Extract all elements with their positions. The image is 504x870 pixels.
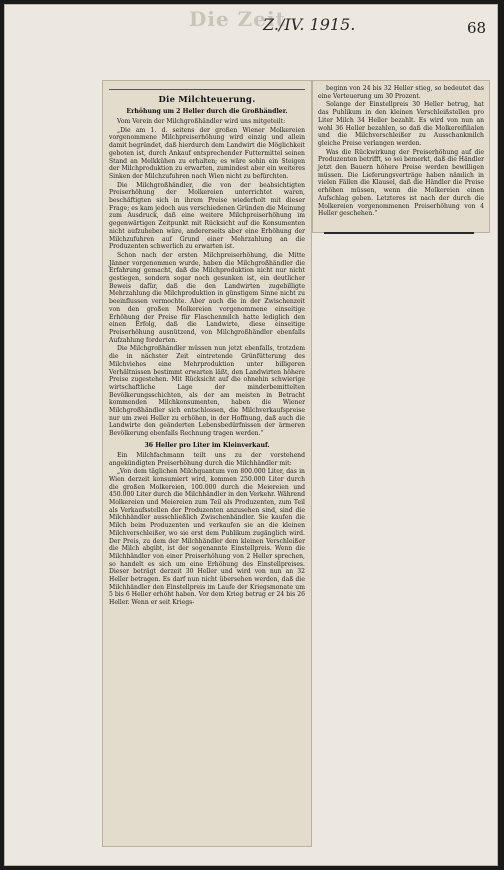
paragraph: Vom Verein der Milchgroßhändler wird uns mitgeteilt: [117, 118, 286, 125]
article-lead-subhead: Erhöhung um 2 Heller durch die Großhändler. [126, 108, 288, 115]
paragraph: Schon nach der ersten Milchpreiserhöhung, die Mitte Jänner vorgenommen wurde, haben die Milchgroßhändler die Erfahrung gemacht, daß die Milchproduktion nicht nur nicht gestiegen, sondern sogar noch gesunken ist, ein deutlicher Beweis dafür, daß die den Landwirten zugebilligte Mehrzahlung die Milchproduktion in günstigem Sinne nicht zu beeinflussen vermochte. Aber auch die in der Zwischenzeit von den großen Molkereien vorgenommene einseitige Erhöhung der Preise für Flaschenmilch hatte lediglich den einen Erfolg, daß die Landwirte, diese einseitige Preiserhöhung ausnützend, von Milchgroßhändler ebenfalls Aufzahlung forderten. [109, 251, 305, 344]
paragraph: „Von dem täglichen Milchquantum von 800.000 Liter, das in Wien derzeit konsumiert wird, kommen 250.000 Liter durch die großen Molkereien, 100.000 durch die Meiereien und 450.000 Liter durch die Milchhändler in den Verkehr. Während Molkereien und Meiereien zum Teil als Produzenten, zum Teil als Verkaufsstellen der Produzenten anzusehen sind, sind die Milchhändler ausschließlich Zwischenhändler. Sie kaufen die Milch beim Produzenten und verkaufen sie an die kleinen Milchverschleißer, wo sie erst dem Publikum zugänglich wird. Der Preis, zu dem der Milchhändler dem kleinen Verschleißer die Milch abgibt, ist der sogenannte Einstellpreis. Wenn die Milchhändler von einer Preiserhöhung von 2 Heller sprechen, so handelt es sich um eine Erhöhung des Einstellpreises. Dieser beträgt derzeit 30 Heller und wird von nun an 32 Heller betragen. Es darf nun nicht übersehen werden, daß die Milchhändler den Einstellpreis im Laufe der Kriegsmonate um 5 bis 6 Heller erhöht haben. Vor dem Krieg betrug er 24 bis 26 Heller. Wenn er seit Kriegs- [109, 468, 305, 607]
page-number: 68 [467, 19, 487, 37]
paragraph: Ein Milchfachmann teilt uns zu der vorstehend angekündigten Preiserhöhung durch die Milchhändler mit: [109, 451, 305, 467]
paragraph: Solange der Einstellpreis 30 Heller betrug, hat das Publikum in den kleinen Verschleißstellen pro Liter Milch 34 Heller bezahlt. Es wird von nun an wohl 36 Heller bezahlen, so daß die Molkereifilialen und die Milchverschleißer zu Ausschankmilch gleiche Preise verlangen werden. [318, 101, 484, 147]
paragraph: beginn von 24 bis 32 Heller stieg, so bedeutet das eine Verteuerung um 30 Prozent. [318, 85, 484, 100]
paragraph: Die Milchgroßhändler müssen nun jetzt ebenfalls, trotzdem die in nächster Zeit eintretende Grünfütterung des Milchviehes eine Mehrproduktion unter billigeren Verhältnissen bestimmt erwarten läßt, den Landwirten höhere Preise zugestehen. Mit Rücksicht auf die ohnehin schwierige wirtschaftliche Lage der minderbemittelten Bevölkerungsschichten, als der am meisten in Betracht kommenden Milchkonsumenten, haben die Wiener Milchgroßhändler sich entschlossen, die Milchverkaufspreise nur um zwei Heller zu erhöhen, in der Hoffnung, daß auch die Landwirte den geänderten Lebensbedürfnissen der ärmeren Bevölkerung ebenfalls Rechnung tragen werden.“ [109, 345, 305, 438]
end-rule [324, 228, 474, 234]
newspaper-clipping-main [102, 80, 312, 847]
handwritten-date: Z./IV. 1915. [263, 15, 356, 34]
paragraph: Die Milchgroßhändler, die von der beabsichtigten Preiserhöhung der Molkereien unterrichtet waren, beschäftigten sich in ihrem Preise wiederholt mit dieser Frage; es kam jedoch aus verschiedenen Gründen die Meinung zum Ausdruck, daß eine weitere Milchpreiserhöhung im gegenwärtigen Zeitpunkt mit Rücksicht auf die Konsumenten nicht aufzuheben wäre, andererseits aber eine Erhöhung der Milchzufuhren auf Grund einer Mehrzahlung an die Produzenten schwerlich zu erwarten ist. [109, 181, 305, 251]
article-title: Die Milchteuerung. [158, 94, 256, 104]
top-rule [109, 89, 305, 90]
paragraph: Was die Rückwirkung der Preiserhöhung auf die Produzenten betrifft, so sei bemerkt, daß die Händler jetzt den Bauern höhere Preise werden bewilligen müssen. Die Lieferungsverträge haben nämlich in vielen Fällen die Klausel, daß die Händler die Preise erhöhen müssen, wenn die Molkereien einen Aufschlag geben. Letzteres ist nach der durch die Molkereien vorgenommenen Preiserhöhung von 4 Heller geschehen.“ [318, 148, 484, 218]
newspaper-masthead: Die Zeit [189, 7, 286, 31]
paragraph: „Die am 1. d. seitens der großen Wiener Molkereien vorgenommene Milchpreiserhöhung wird einzig und allein damit begründet, daß hierdurch dem Landwirt die Möglichkeit geboten ist, durch Ankauf entsprechender Futtermittel seinen Stand an Melkkühen zu erhalten; es wäre sohin ein Steigen der Milchproduktion zu erwarten, zumindest aber ein weiteres Sinken der Milchzufuhren nach Wien nicht zu befürchten. [109, 126, 305, 180]
article-second-subhead: 36 Heller pro Liter im Kleinverkauf. [144, 441, 270, 449]
newspaper-clipping-continuation [312, 80, 490, 233]
